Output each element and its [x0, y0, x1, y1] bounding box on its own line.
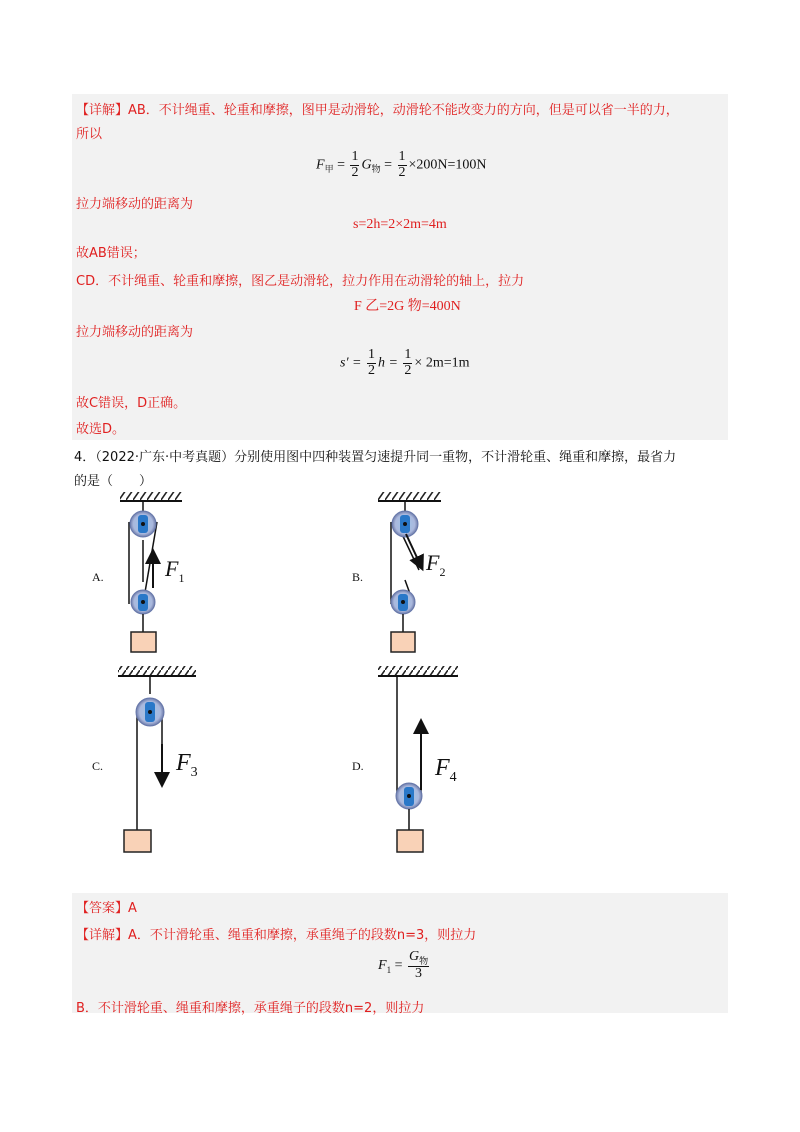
movable-pulley-a	[131, 590, 155, 614]
fixed-pulley-b	[392, 511, 418, 537]
solution-line: CD．不计绳重、轮重和摩擦，图乙是动滑轮，拉力作用在动滑轮的轴上，拉力	[76, 274, 525, 289]
weight-d	[397, 830, 423, 852]
equation-distance: s=2h=2×2m=4m	[353, 217, 447, 232]
fixed-pulley-a	[130, 511, 156, 537]
weight-b	[391, 632, 415, 652]
weight-a	[131, 632, 156, 652]
solution-line: 拉力端移动的距离为	[76, 325, 194, 340]
equation-force-yi: F 乙=2G 物=400N	[354, 299, 461, 314]
movable-pulley-d	[396, 783, 422, 809]
question-text: 4．（2022·广东·中考真题）分别使用图中四种装置匀速提升同一重物，不计滑轮重、绳重和摩擦，最省力	[74, 450, 677, 465]
equation-force-jia: $F_甲$ = $\frac{1}{2}$ $G_物$ = $\frac{1}{2}$ ×200N=100N	[316, 149, 487, 180]
force-label-b: $F_2$	[426, 550, 446, 579]
force-label-d: $F_4$	[435, 755, 457, 785]
ceiling-d	[378, 666, 458, 676]
force-label-c: $F_3$	[176, 750, 198, 780]
option-label-b: B.	[352, 570, 364, 584]
option-label-d: D.	[352, 759, 364, 773]
solution-line: B．不计滑轮重、绳重和摩擦，承重绳子的段数n=2，则拉力	[76, 1001, 425, 1016]
solution-line: 【详解】A．不计滑轮重、绳重和摩擦，承重绳子的段数n=3，则拉力	[76, 928, 477, 943]
solution-line: 故C错误，D正确。	[76, 396, 187, 411]
equation-force-1: $F_1$ = $\frac{G_物}{3}$	[378, 949, 429, 982]
fixed-pulley-c	[136, 698, 164, 726]
ceiling-a	[120, 492, 182, 501]
solution-line: 【详解】AB．不计绳重、轮重和摩擦，图甲是动滑轮，动滑轮不能改变力的方向，但是可以省一半的力，	[76, 103, 679, 118]
answer-text: 【答案】A	[76, 901, 137, 916]
weight-c	[124, 830, 151, 852]
ceiling-c	[118, 666, 196, 676]
solution-panel-1	[72, 94, 728, 440]
force-label-a: $F_1$	[165, 556, 185, 585]
pulley-figure	[0, 490, 800, 890]
equation-distance-prime: s′ = $\frac{1}{2}$ h = $\frac{1}{2}$ × 2m=1m	[340, 347, 470, 378]
solution-line: 所以	[76, 127, 103, 142]
movable-pulley-b	[391, 590, 415, 614]
solution-line: 拉力端移动的距离为	[76, 197, 194, 212]
force-arrow-b	[406, 534, 420, 564]
option-label-c: C.	[92, 759, 104, 773]
question-text: 的是（ ）	[74, 474, 153, 489]
ceiling-b	[378, 492, 441, 501]
solution-line: 故AB错误；	[76, 246, 146, 261]
solution-line: 故选D。	[76, 422, 126, 437]
option-label-a: A.	[92, 570, 104, 584]
